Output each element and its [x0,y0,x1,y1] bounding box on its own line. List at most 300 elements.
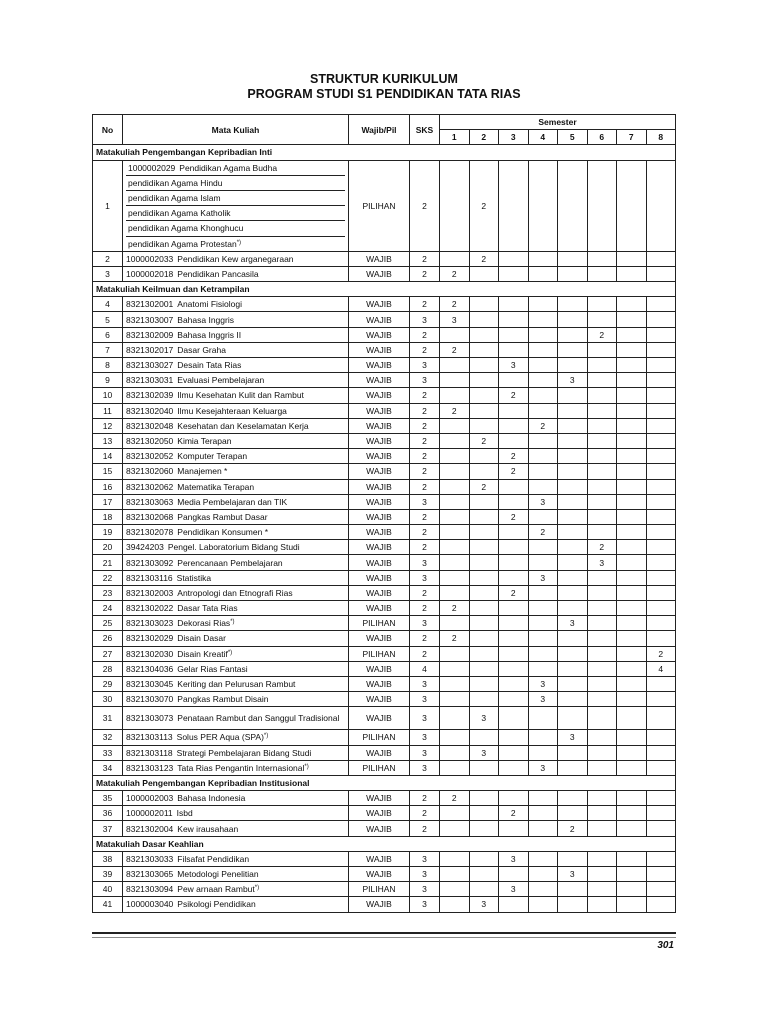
course-code: 8321303031 [126,375,174,386]
semester-1-cell [440,897,470,912]
semester-7-cell [617,509,647,524]
course-name: Solus PER Aqua (SPA) [176,732,264,743]
semester-8-cell [646,418,676,433]
semester-8-cell [646,882,676,897]
course-code: 8321302022 [126,603,174,614]
semester-2-cell: 2 [469,479,499,494]
course-code: 39424203 [126,542,164,553]
course-code: 8321302030 [126,648,174,659]
semester-4-cell [528,745,558,760]
semester-4-cell [528,327,558,342]
semester-2-cell [469,661,499,676]
semester-5-cell [558,791,588,806]
course-sks: 3 [410,707,440,730]
semester-2-cell [469,297,499,312]
semester-5-cell [558,464,588,479]
course-code: 8321302062 [126,481,174,492]
course-sks: 3 [410,897,440,912]
semester-8-cell [646,730,676,745]
course-sks: 3 [410,745,440,760]
semester-3-cell: 2 [499,449,529,464]
course-name: Disain Dasar [177,633,226,644]
course-name: Desain Tata Rias [177,360,242,371]
course-sks: 2 [410,160,440,251]
semester-1-cell [440,692,470,707]
course-note: *) [227,649,233,656]
semester-1-cell [440,707,470,730]
course-name: Pendidikan Pancasila [177,268,259,279]
course-cell [123,464,349,479]
semester-8-cell [646,479,676,494]
semester-7-cell [617,494,647,509]
semester-4-cell: 3 [528,676,558,691]
course-option [126,191,345,206]
course-name: Pendidikan Kew arganegaraan [177,253,294,264]
section-title: Matakuliah Keilmuan dan Ketrampilan [93,282,676,297]
table-row [93,897,676,912]
course-sks: 2 [410,251,440,266]
semester-8-cell [646,449,676,464]
semester-1-cell [440,760,470,775]
semester-1-cell: 2 [440,791,470,806]
row-number: 40 [93,882,123,897]
course-cell [123,373,349,388]
semester-8-cell [646,373,676,388]
semester-4-cell [528,806,558,821]
row-number: 21 [93,555,123,570]
semester-3-cell: 3 [499,358,529,373]
course-type: WAJIB [349,266,410,281]
course-type: PILIHAN [349,760,410,775]
course-sks: 3 [410,760,440,775]
semester-3-cell [499,251,529,266]
semester-3-cell [499,867,529,882]
semester-1-cell [440,464,470,479]
semester-1-cell [440,730,470,745]
course-name: Perencanaan Pembelajaran [177,557,283,568]
semester-7-cell [617,555,647,570]
course-cell [123,555,349,570]
semester-1-cell: 2 [440,266,470,281]
semester-2-cell [469,509,499,524]
course-cell [123,403,349,418]
semester-7-cell [617,851,647,866]
course-type: WAJIB [349,745,410,760]
semester-2-cell [469,373,499,388]
course-code: 8321302004 [126,823,174,834]
course-code: 1000003040 [126,899,174,910]
semester-8-cell [646,851,676,866]
semester-3-cell: 2 [499,464,529,479]
semester-5-cell [558,897,588,912]
course-code: 1000002011 [126,808,173,819]
table-row [93,160,676,251]
semester-2-cell [469,418,499,433]
row-number: 28 [93,661,123,676]
course-option [126,237,345,251]
row-number: 15 [93,464,123,479]
semester-5-cell [558,601,588,616]
semester-6-cell [587,464,617,479]
table-row [93,570,676,585]
course-code: 8321303007 [126,314,174,325]
course-sks: 3 [410,373,440,388]
row-number: 9 [93,373,123,388]
semester-2-cell: 3 [469,707,499,730]
row-number: 25 [93,616,123,631]
semester-7-cell [617,403,647,418]
semester-8-cell: 4 [646,661,676,676]
semester-1-cell: 2 [440,403,470,418]
row-number: 8 [93,358,123,373]
semester-6-cell [587,494,617,509]
semester-3-cell [499,327,529,342]
semester-3-cell: 3 [499,851,529,866]
course-type: PILIHAN [349,616,410,631]
semester-6-cell [587,570,617,585]
semester-3-cell: 2 [499,806,529,821]
semester-6-cell [587,821,617,836]
semester-4-cell [528,342,558,357]
semester-1-cell [440,525,470,540]
table-row [93,821,676,836]
semester-3-cell [499,646,529,661]
semester-7-cell [617,631,647,646]
table-row [93,540,676,555]
semester-2-cell [469,342,499,357]
page-number: 301 [657,940,674,951]
semester-3-cell [499,692,529,707]
semester-5-cell [558,707,588,730]
course-name: Strategi Pembelajaran Bidang Studi [176,747,312,758]
course-type: PILIHAN [349,730,410,745]
semester-8-cell [646,585,676,600]
course-type: WAJIB [349,312,410,327]
semester-3-cell [499,266,529,281]
course-code: 1000002003 [126,793,174,804]
semester-1-cell [440,540,470,555]
semester-2-cell [469,388,499,403]
table-row [93,464,676,479]
semester-7-cell [617,388,647,403]
semester-1-cell: 3 [440,312,470,327]
semester-4-cell [528,707,558,730]
semester-7-cell [617,342,647,357]
semester-4-cell [528,403,558,418]
table-row [93,676,676,691]
course-sks: 2 [410,403,440,418]
semester-4-cell [528,464,558,479]
course-cell [123,342,349,357]
semester-1-cell [440,327,470,342]
course-name: Anatomi Fisiologi [177,299,243,310]
row-number: 29 [93,676,123,691]
course-cell [123,160,349,251]
semester-4-cell: 3 [528,494,558,509]
semester-8-cell [646,806,676,821]
row-number: 19 [93,525,123,540]
course-name: Pendidikan Agama Budha [179,162,278,173]
semester-5-cell [558,327,588,342]
semester-8-cell [646,327,676,342]
semester-8-cell [646,631,676,646]
course-name: Pendidikan Konsumen * [177,527,269,538]
semester-3-cell: 2 [499,509,529,524]
course-name: Antropologi dan Etnografi Rias [177,587,293,598]
course-code: 8321304036 [126,663,174,674]
course-type: WAJIB [349,464,410,479]
table-row [93,585,676,600]
semester-1-cell: 2 [440,631,470,646]
semester-4-cell: 3 [528,760,558,775]
semester-6-cell [587,676,617,691]
semester-3-cell [499,730,529,745]
course-sks: 2 [410,631,440,646]
course-code: 1000002018 [126,268,174,279]
semester-3-cell [499,676,529,691]
semester-6-cell: 3 [587,555,617,570]
row-number: 30 [93,692,123,707]
course-cell [123,676,349,691]
course-sks: 4 [410,661,440,676]
course-code: 8321303045 [126,679,174,690]
semester-8-cell [646,555,676,570]
course-sks: 3 [410,676,440,691]
table-row [93,509,676,524]
table-row [93,882,676,897]
semester-3-cell [499,821,529,836]
course-type: WAJIB [349,373,410,388]
semester-2-cell [469,266,499,281]
semester-1-cell [440,160,470,251]
semester-2-cell [469,585,499,600]
semester-4-cell [528,631,558,646]
semester-6-cell [587,358,617,373]
semester-2-cell [469,821,499,836]
semester-6-cell [587,585,617,600]
row-number: 23 [93,585,123,600]
semester-6-cell [587,403,617,418]
row-number: 6 [93,327,123,342]
semester-3-cell: 3 [499,882,529,897]
table-row [93,403,676,418]
semester-4-cell [528,555,558,570]
course-name: Disain Kreatif [177,648,228,659]
course-note: *) [304,763,309,770]
semester-8-cell [646,707,676,730]
semester-5-cell [558,509,588,524]
course-name: Ilmu Kesehatan Kulit dan Rambut [177,390,304,401]
semester-4-cell [528,312,558,327]
course-sks: 2 [410,479,440,494]
course-name: Keriting dan Pelurusan Rambut [177,679,296,690]
section-row [93,775,676,790]
semester-7-cell [617,676,647,691]
semester-7-cell [617,730,647,745]
semester-4-cell: 2 [528,418,558,433]
course-name: Gelar Rias Fantasi [177,663,248,674]
semester-5-cell [558,479,588,494]
semester-5-cell [558,160,588,251]
semester-4-cell [528,661,558,676]
semester-8-cell [646,509,676,524]
semester-7-cell [617,882,647,897]
semester-4-cell [528,509,558,524]
semester-7-cell [617,525,647,540]
semester-4-cell [528,251,558,266]
table-row [93,791,676,806]
table-row [93,266,676,281]
course-code: 8321302039 [126,390,174,401]
course-cell [123,585,349,600]
course-type: WAJIB [349,327,410,342]
semester-6-cell [587,730,617,745]
course-name: Kesehatan dan Keselamatan Kerja [177,420,309,431]
course-code: 8321303063 [126,496,174,507]
semester-7-cell [617,570,647,585]
semester-7-cell [617,745,647,760]
table-body [93,145,676,912]
row-number: 36 [93,806,123,821]
course-name: Bahasa Indonesia [177,793,246,804]
semester-4-cell: 3 [528,692,558,707]
course-cell [123,297,349,312]
table-row [93,373,676,388]
semester-8-cell [646,821,676,836]
semester-2-cell [469,449,499,464]
semester-3-cell [499,418,529,433]
course-name: pendidikan Agama Protestan [128,238,237,249]
semester-1-cell [440,555,470,570]
table-row [93,646,676,661]
course-sks: 2 [410,791,440,806]
semester-2-cell [469,327,499,342]
semester-6-cell [587,897,617,912]
semester-5-cell [558,388,588,403]
course-name: Isbd [176,808,193,819]
semester-7-cell [617,585,647,600]
semester-5-cell [558,585,588,600]
course-name: Bahasa Inggris [177,314,234,325]
row-number: 18 [93,509,123,524]
semester-2-cell [469,867,499,882]
semester-5-cell [558,555,588,570]
course-cell [123,418,349,433]
course-name: Psikologi Pendidikan [177,899,256,910]
semester-7-cell [617,760,647,775]
table-row [93,745,676,760]
semester-4-cell [528,867,558,882]
row-number: 31 [93,707,123,730]
title-line-2: PROGRAM STUDI S1 PENDIDIKAN TATA RIAS [247,87,521,101]
course-sks: 3 [410,555,440,570]
course-type: WAJIB [349,867,410,882]
course-cell [123,358,349,373]
semester-2-cell [469,555,499,570]
semester-5-cell [558,297,588,312]
semester-7-cell [617,806,647,821]
semester-5-cell [558,251,588,266]
course-cell [123,806,349,821]
semester-5-cell: 3 [558,730,588,745]
course-sks: 2 [410,646,440,661]
table-row [93,631,676,646]
course-cell [123,745,349,760]
table-row [93,433,676,448]
row-number: 4 [93,297,123,312]
semester-4-cell [528,882,558,897]
course-code: 8321303116 [126,572,173,583]
course-type: WAJIB [349,707,410,730]
semester-1-cell [440,479,470,494]
semester-8-cell [646,601,676,616]
course-code: 1000002033 [126,253,174,264]
course-sks: 3 [410,494,440,509]
course-code: 8321303073 [126,713,174,724]
section-title: Matakuliah Dasar Keahlian [93,836,676,851]
course-sks: 2 [410,297,440,312]
semester-4-cell [528,616,558,631]
course-cell [123,449,349,464]
semester-1-cell [440,585,470,600]
semester-6-cell [587,707,617,730]
course-cell [123,509,349,524]
course-name: Pengel. Laboratorium Bidang Studi [167,542,300,553]
semester-2-cell [469,791,499,806]
table-row [93,449,676,464]
semester-1-cell: 2 [440,601,470,616]
course-type: WAJIB [349,851,410,866]
course-code: 8321303118 [126,747,173,758]
title-line-1: STRUKTUR KURIKULUM [310,72,458,86]
course-note: *) [230,619,235,626]
semester-6-cell [587,373,617,388]
semester-1-cell [440,494,470,509]
semester-6-cell [587,388,617,403]
semester-5-cell [558,661,588,676]
row-number: 33 [93,745,123,760]
course-sks: 2 [410,418,440,433]
table-row [93,707,676,730]
table-row [93,388,676,403]
course-type: WAJIB [349,897,410,912]
course-code: 8321302048 [126,420,174,431]
course-sks: 2 [410,342,440,357]
semester-5-cell [558,631,588,646]
row-number: 12 [93,418,123,433]
semester-2-cell [469,806,499,821]
semester-7-cell [617,358,647,373]
row-number: 11 [93,403,123,418]
section-title: Matakuliah Pengembangan Kepribadian Inti [93,145,676,160]
course-code: 8321302060 [126,466,174,477]
semester-5-cell [558,358,588,373]
semester-7-cell [617,464,647,479]
semester-6-cell [587,851,617,866]
course-code: 8321303094 [126,884,174,895]
course-cell [123,882,349,897]
section-row [93,145,676,160]
course-sks: 3 [410,312,440,327]
row-number: 5 [93,312,123,327]
course-cell [123,730,349,745]
course-cell [123,692,349,707]
semester-7-cell [617,373,647,388]
course-sks: 2 [410,540,440,555]
semester-8-cell [646,312,676,327]
semester-7-cell [617,433,647,448]
course-cell [123,540,349,555]
